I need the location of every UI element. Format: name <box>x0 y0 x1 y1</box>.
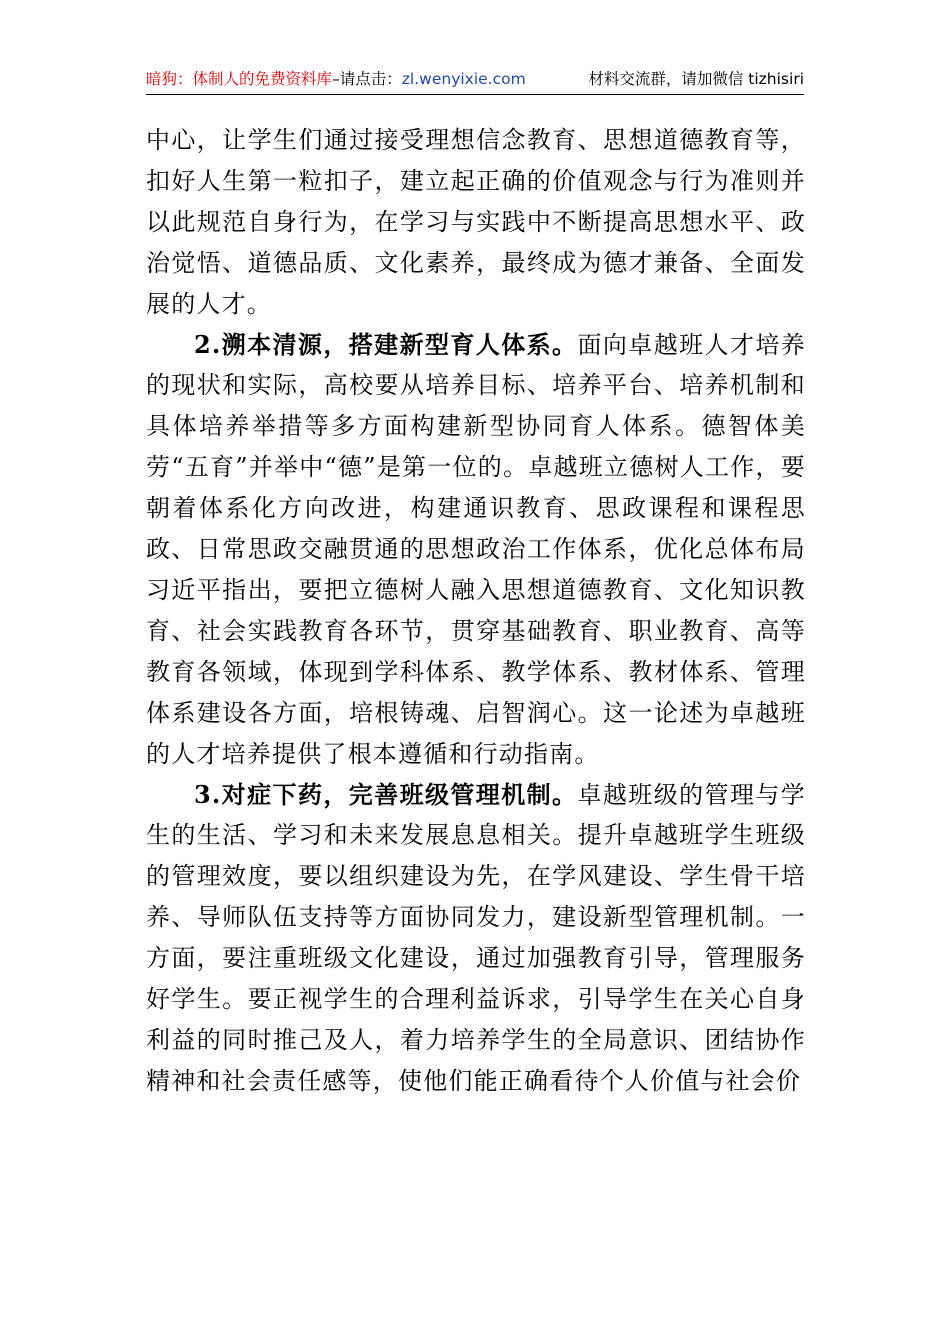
header-click-prompt: –请点击： <box>332 70 402 88</box>
section-heading: 3.对症下药，完善班级管理机制。 <box>194 779 578 809</box>
paragraph-section-3 <box>146 775 806 1102</box>
paragraph-text: 面向卓越班人才培养的现状和实际，高校要从培养目标、培养平台、培养机制和具体培养举措等多方面构建新型协同育人体系。德智体美劳“五育”并举中“德”是第一位的。卓越班立德树人工作，要朝着体系化方向改进，构建通识教育、思政课程和课程思政、日常思政交融贯通的思想政治工作体系，优化总体布局习近平指出，要把立德树人融入思想道德教育、文化知识教育、社会实践教育各环节，贯穿基础教育、职业教育、高等教育各领域，体现到学科体系、教学体系、教材体系、管理体系建设各方面，培根铸魂、启智润心。这一论述为卓越班的人才培养提供了根本遵循和行动指南。 <box>146 330 806 768</box>
section-heading: 2.溯本清源，搭建新型育人体系。 <box>194 329 578 359</box>
paragraph-continuation <box>146 120 806 325</box>
paragraph-text: 中心，让学生们通过接受理想信念教育、思想道德教育等，扣好人生第一粒扣子，建立起正确的价值观念与行为准则并以此规范自身行为，在学习与实践中不断提高思想水平、政治觉悟、道德品质、文化素养，最终成为德才兼备、全面发展的人才。 <box>146 126 806 318</box>
header-wechat-note: 材料交流群，请加微信 tizhisiri <box>588 70 804 88</box>
header-site-name: 暗狗：体制人的免费资料库 <box>146 70 333 88</box>
header-url-link[interactable]: zl.wenyixie.com <box>401 70 526 88</box>
page-header <box>146 64 804 95</box>
paragraph-section-2 <box>146 325 806 775</box>
paragraph-text: 卓越班级的管理与学生的生活、学习和未来发展息息相关。提升卓越班学生班级的管理效度，要以组织建设为先，在学风建设、学生骨干培养、导师队伍支持等方面协同发力，建设新型管理机制。一方面，要注重班级文化建设，通过加强教育引导，管理服务好学生。要正视学生的合理利益诉求，引导学生在关心自身利益的同时推己及人，着力培养学生的全局意识、团结协作精神和社会责任感等，使他们能正确看待个人价值与社会价 <box>146 780 806 1095</box>
document-body <box>146 120 806 1102</box>
